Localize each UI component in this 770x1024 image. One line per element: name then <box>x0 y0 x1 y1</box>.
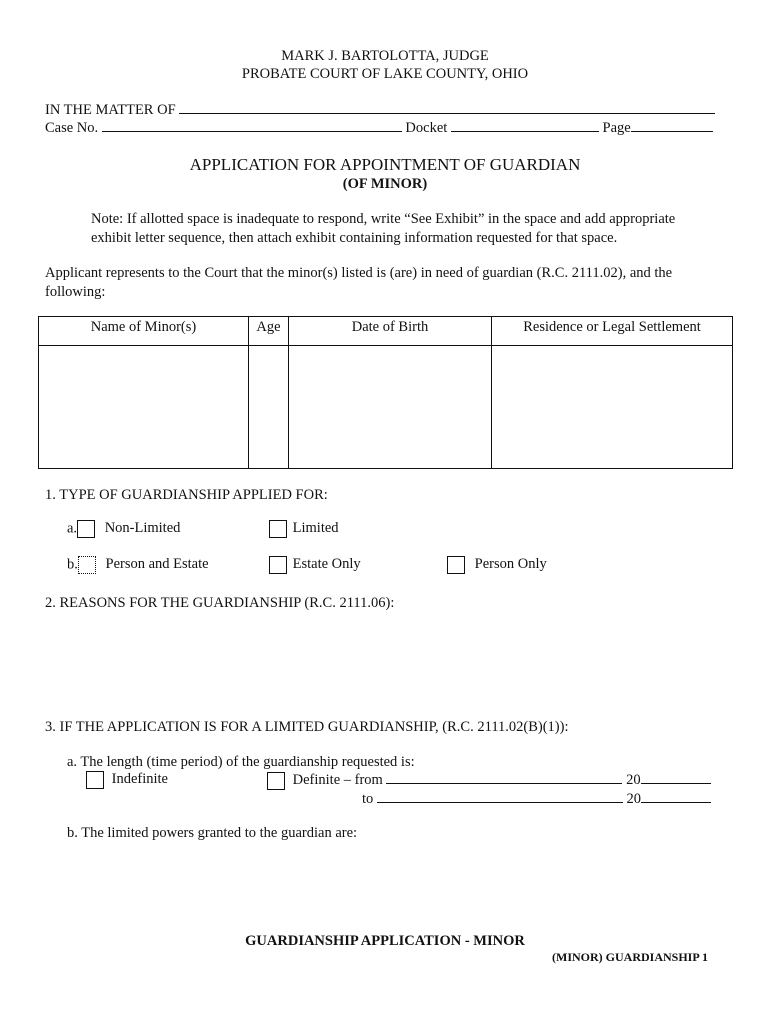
indefinite-option <box>86 771 168 789</box>
person-only-checkbox[interactable] <box>447 556 465 574</box>
limited-powers-question: b. The limited powers granted to the guardian are: <box>67 825 358 841</box>
case-row <box>45 119 713 137</box>
minors-table <box>38 316 733 469</box>
definite-from-row <box>267 771 711 790</box>
from-date-field[interactable] <box>386 771 622 784</box>
page-field[interactable] <box>631 119 713 132</box>
to-label: to <box>362 791 374 807</box>
person-only-label: Person Only <box>474 556 547 573</box>
footer-title: GUARDIANSHIP APPLICATION - MINOR <box>245 933 525 949</box>
page-label: Page <box>602 120 631 136</box>
minor-dob-cell[interactable] <box>289 346 492 469</box>
section-2-heading: 2. REASONS FOR THE GUARDIANSHIP (R.C. 2111.06): <box>45 595 395 611</box>
minor-residence-cell[interactable] <box>492 346 733 469</box>
docket-field[interactable] <box>451 119 599 132</box>
limited-checkbox[interactable] <box>269 520 287 538</box>
length-question: a. The length (time period) of the guardianship requested is: <box>67 754 415 770</box>
minor-name-cell[interactable] <box>39 346 249 469</box>
estate-only-label: Estate Only <box>292 556 361 573</box>
matter-field[interactable] <box>179 101 715 114</box>
option-row-a <box>67 520 180 538</box>
person-and-estate-checkbox[interactable] <box>78 556 96 574</box>
col-header-residence: Residence or Legal Settlement <box>492 317 733 346</box>
case-label: Case No. <box>45 120 99 136</box>
definite-from-label: Definite – from <box>292 772 383 788</box>
option-b-prefix: b. <box>67 556 78 573</box>
col-header-age: Age <box>249 317 289 346</box>
col-header-dob: Date of Birth <box>289 317 492 346</box>
note-line-1: Note: If allotted space is inadequate to respond, write “See Exhibit” in the space and add appropriate <box>91 211 676 227</box>
from-year-prefix: 20 <box>626 772 641 788</box>
definite-checkbox[interactable] <box>267 772 285 790</box>
matter-label: IN THE MATTER OF <box>45 102 176 118</box>
court-name: PROBATE COURT OF LAKE COUNTY, OHIO <box>241 66 529 82</box>
indefinite-label: Indefinite <box>111 771 168 788</box>
section-3-heading: 3. IF THE APPLICATION IS FOR A LIMITED GUARDIANSHIP, (R.C. 2111.02(B)(1)): <box>45 719 569 735</box>
docket-label: Docket <box>405 120 448 136</box>
to-date-field[interactable] <box>377 790 623 803</box>
non-limited-label: Non-Limited <box>104 520 181 537</box>
to-year-field[interactable] <box>641 790 711 803</box>
form-subtitle: (OF MINOR) <box>342 176 428 192</box>
table-header-row <box>39 317 733 346</box>
from-year-field[interactable] <box>641 771 711 784</box>
to-year-prefix: 20 <box>626 791 642 807</box>
estate-only-option <box>269 556 361 574</box>
person-only-option <box>447 556 547 574</box>
table-row <box>39 346 733 469</box>
limited-label: Limited <box>292 520 339 537</box>
indefinite-checkbox[interactable] <box>86 771 104 789</box>
estate-only-checkbox[interactable] <box>269 556 287 574</box>
judge-name: MARK J. BARTOLOTTA, JUDGE <box>281 48 489 64</box>
intro-line-1: Applicant represents to the Court that the minor(s) listed is (are) in need of guardian (R.C. 2111.02), and the <box>45 265 673 281</box>
matter-row <box>45 101 715 119</box>
section-1-heading: 1. TYPE OF GUARDIANSHIP APPLIED FOR: <box>45 487 328 503</box>
col-header-name: Name of Minor(s) <box>39 317 249 346</box>
option-a-prefix: a. <box>67 520 78 537</box>
option-row-b <box>67 556 209 574</box>
form-id: (MINOR) GUARDIANSHIP 1 <box>552 950 708 964</box>
case-number-field[interactable] <box>102 119 402 132</box>
intro-line-2: following: <box>45 284 106 300</box>
minor-age-cell[interactable] <box>249 346 289 469</box>
person-and-estate-label: Person and Estate <box>105 556 209 573</box>
note-line-2: exhibit letter sequence, then attach exhibit containing information requested for that space. <box>91 230 618 246</box>
to-row <box>362 790 711 808</box>
form-title: APPLICATION FOR APPOINTMENT OF GUARDIAN <box>189 155 581 174</box>
limited-option <box>269 520 339 538</box>
non-limited-checkbox[interactable] <box>77 520 95 538</box>
